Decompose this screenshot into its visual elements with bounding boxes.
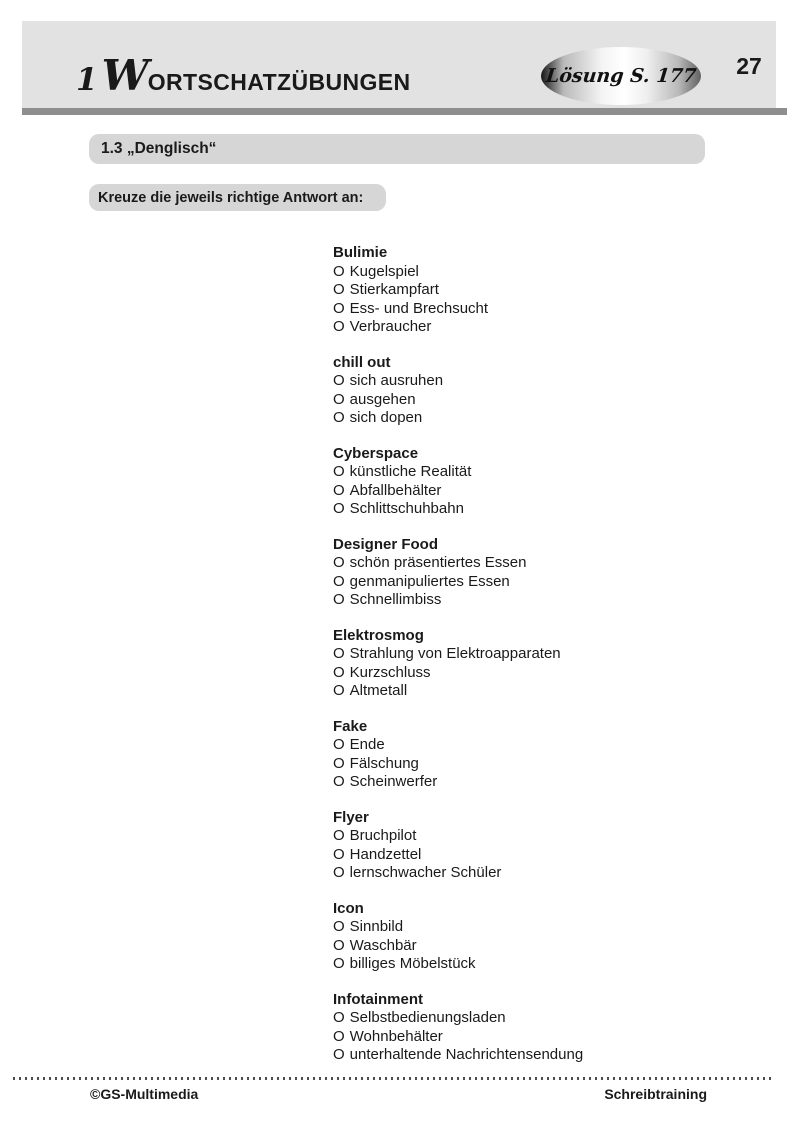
- quiz-term: Elektrosmog: [333, 626, 424, 644]
- quiz-group: [333, 536, 583, 610]
- header-rule: [22, 108, 787, 115]
- quiz-option[interactable]: [333, 755, 583, 774]
- answer-marker[interactable]: O: [333, 736, 345, 753]
- answer-marker[interactable]: O: [333, 409, 345, 426]
- answer-marker[interactable]: O: [333, 918, 345, 935]
- quiz-option[interactable]: [333, 955, 583, 974]
- quiz-option[interactable]: [333, 1009, 583, 1028]
- answer-marker[interactable]: O: [333, 663, 345, 681]
- quiz-option[interactable]: [333, 1046, 583, 1065]
- quiz-option-label: Bruchpilot: [349, 827, 417, 844]
- answer-marker[interactable]: O: [333, 318, 345, 335]
- quiz-option[interactable]: [333, 773, 583, 792]
- quiz-term: Icon: [333, 899, 364, 917]
- chapter-number: 1: [76, 62, 98, 98]
- quiz-option-label: Selbstbedienungsladen: [349, 1009, 506, 1026]
- quiz-option-label: Schlittschuhbahn: [349, 500, 464, 517]
- answer-marker[interactable]: O: [333, 572, 345, 590]
- quiz-option-label: Verbraucher: [349, 318, 432, 335]
- footer-series-title: Schreibtraining: [604, 1086, 707, 1102]
- quiz-option-label: lernschwacher Schüler: [349, 864, 502, 881]
- answer-marker[interactable]: O: [333, 773, 345, 790]
- quiz-option-label: Abfallbehälter: [349, 481, 442, 499]
- answer-marker[interactable]: O: [333, 390, 345, 408]
- quiz-option[interactable]: [333, 664, 583, 683]
- quiz-option-label: Scheinwerfer: [349, 773, 438, 790]
- quiz-group: [333, 900, 583, 974]
- quiz-option-label: billiges Möbelstück: [349, 955, 476, 972]
- header-band: [22, 21, 776, 108]
- quiz-option-label: sich dopen: [349, 409, 423, 426]
- answer-marker[interactable]: O: [333, 682, 345, 699]
- quiz-option-label: Ende: [349, 736, 385, 753]
- footer-dotted-rule: [13, 1077, 775, 1080]
- quiz-option-label: Stierkampfart: [349, 281, 439, 298]
- quiz-option-label: genmanipuliertes Essen: [349, 572, 510, 590]
- answer-marker[interactable]: O: [333, 936, 345, 954]
- quiz-group: [333, 244, 583, 337]
- quiz-group: [333, 354, 583, 428]
- quiz-term: Bulimie: [333, 244, 388, 261]
- answer-marker[interactable]: O: [333, 500, 345, 517]
- quiz-term: Fake: [333, 717, 368, 735]
- answer-marker[interactable]: O: [333, 591, 345, 608]
- quiz-option-label: ausgehen: [349, 390, 416, 408]
- quiz-option-label: Wohnbehälter: [349, 1027, 443, 1045]
- quiz-option-label: Ess- und Brechsucht: [349, 299, 489, 317]
- quiz-option-label: Kugelspiel: [349, 262, 419, 280]
- quiz-option[interactable]: [333, 937, 583, 956]
- quiz-term: chill out: [333, 353, 391, 371]
- chapter-title: [76, 51, 411, 100]
- quiz-option-label: sich ausruhen: [349, 372, 444, 389]
- quiz-option[interactable]: [333, 281, 583, 300]
- quiz-option[interactable]: [333, 591, 583, 610]
- quiz-option[interactable]: [333, 372, 583, 391]
- quiz-term: Cyberspace: [333, 444, 419, 462]
- answer-marker[interactable]: O: [333, 299, 345, 317]
- quiz-option[interactable]: [333, 463, 583, 482]
- answer-marker[interactable]: O: [333, 845, 345, 863]
- answer-marker[interactable]: O: [333, 1009, 345, 1026]
- footer-publisher: ©GS-Multimedia: [90, 1086, 199, 1102]
- quiz-group: [333, 445, 583, 519]
- quiz-option[interactable]: [333, 736, 583, 755]
- answer-marker[interactable]: O: [333, 754, 345, 772]
- answer-marker[interactable]: O: [333, 955, 345, 972]
- answer-marker[interactable]: O: [333, 481, 345, 499]
- quiz-option-label: Fälschung: [349, 754, 419, 772]
- quiz-group: [333, 627, 583, 701]
- answer-marker[interactable]: O: [333, 1046, 345, 1063]
- quiz-option[interactable]: [333, 263, 583, 282]
- quiz-option[interactable]: [333, 864, 583, 883]
- answer-marker[interactable]: O: [333, 554, 345, 571]
- quiz-option-label: künstliche Realität: [349, 463, 472, 480]
- quiz-option[interactable]: [333, 482, 583, 501]
- quiz-option[interactable]: [333, 1028, 583, 1047]
- quiz-option[interactable]: [333, 682, 583, 701]
- answer-marker[interactable]: O: [333, 645, 345, 662]
- quiz-option[interactable]: [333, 554, 583, 573]
- instruction-label: Kreuze die jeweils richtige Antwort an:: [98, 189, 364, 206]
- page-number: 27: [736, 53, 762, 79]
- answer-marker[interactable]: O: [333, 1027, 345, 1045]
- answer-marker[interactable]: O: [333, 262, 345, 280]
- section-heading-label: 1.3 „Denglisch“: [101, 140, 217, 157]
- quiz-term: Infotainment: [333, 990, 423, 1008]
- quiz-option[interactable]: [333, 918, 583, 937]
- quiz-option-label: Altmetall: [349, 682, 408, 699]
- solution-page-badge: [541, 47, 701, 105]
- quiz-list: [333, 244, 583, 1082]
- quiz-option[interactable]: [333, 409, 583, 428]
- answer-marker[interactable]: O: [333, 864, 345, 881]
- quiz-option[interactable]: [333, 318, 583, 337]
- quiz-option-label: Waschbär: [349, 936, 417, 954]
- quiz-option[interactable]: [333, 846, 583, 865]
- quiz-option-label: Strahlung von Elektroapparaten: [349, 645, 561, 662]
- answer-marker[interactable]: O: [333, 463, 345, 480]
- answer-marker[interactable]: O: [333, 827, 345, 844]
- footer: [90, 1086, 707, 1102]
- instruction-bar: [89, 184, 386, 211]
- section-heading: [89, 134, 705, 164]
- quiz-option-label: Kurzschluss: [349, 663, 431, 681]
- answer-marker[interactable]: O: [333, 372, 345, 389]
- quiz-option[interactable]: [333, 391, 583, 410]
- quiz-option-label: Sinnbild: [349, 918, 404, 935]
- quiz-option-label: unterhaltende Nachrichtensendung: [349, 1046, 584, 1063]
- chapter-title-initial: W: [101, 51, 148, 100]
- quiz-group: [333, 718, 583, 792]
- quiz-group: [333, 991, 583, 1065]
- quiz-option-label: Handzettel: [349, 845, 422, 863]
- quiz-option[interactable]: [333, 300, 583, 319]
- chapter-title-rest: ORTSCHATZÜBUNGEN: [147, 69, 411, 95]
- quiz-option[interactable]: [333, 645, 583, 664]
- quiz-option[interactable]: [333, 827, 583, 846]
- quiz-term: Flyer: [333, 808, 369, 826]
- quiz-option-label: Schnellimbiss: [349, 591, 442, 608]
- solution-page-badge-label: Lösung S. 177: [544, 65, 698, 87]
- quiz-group: [333, 809, 583, 883]
- quiz-term: Designer Food: [333, 535, 439, 553]
- quiz-option[interactable]: [333, 573, 583, 592]
- quiz-option-label: schön präsentiertes Essen: [349, 554, 527, 571]
- quiz-option[interactable]: [333, 500, 583, 519]
- answer-marker[interactable]: O: [333, 281, 345, 298]
